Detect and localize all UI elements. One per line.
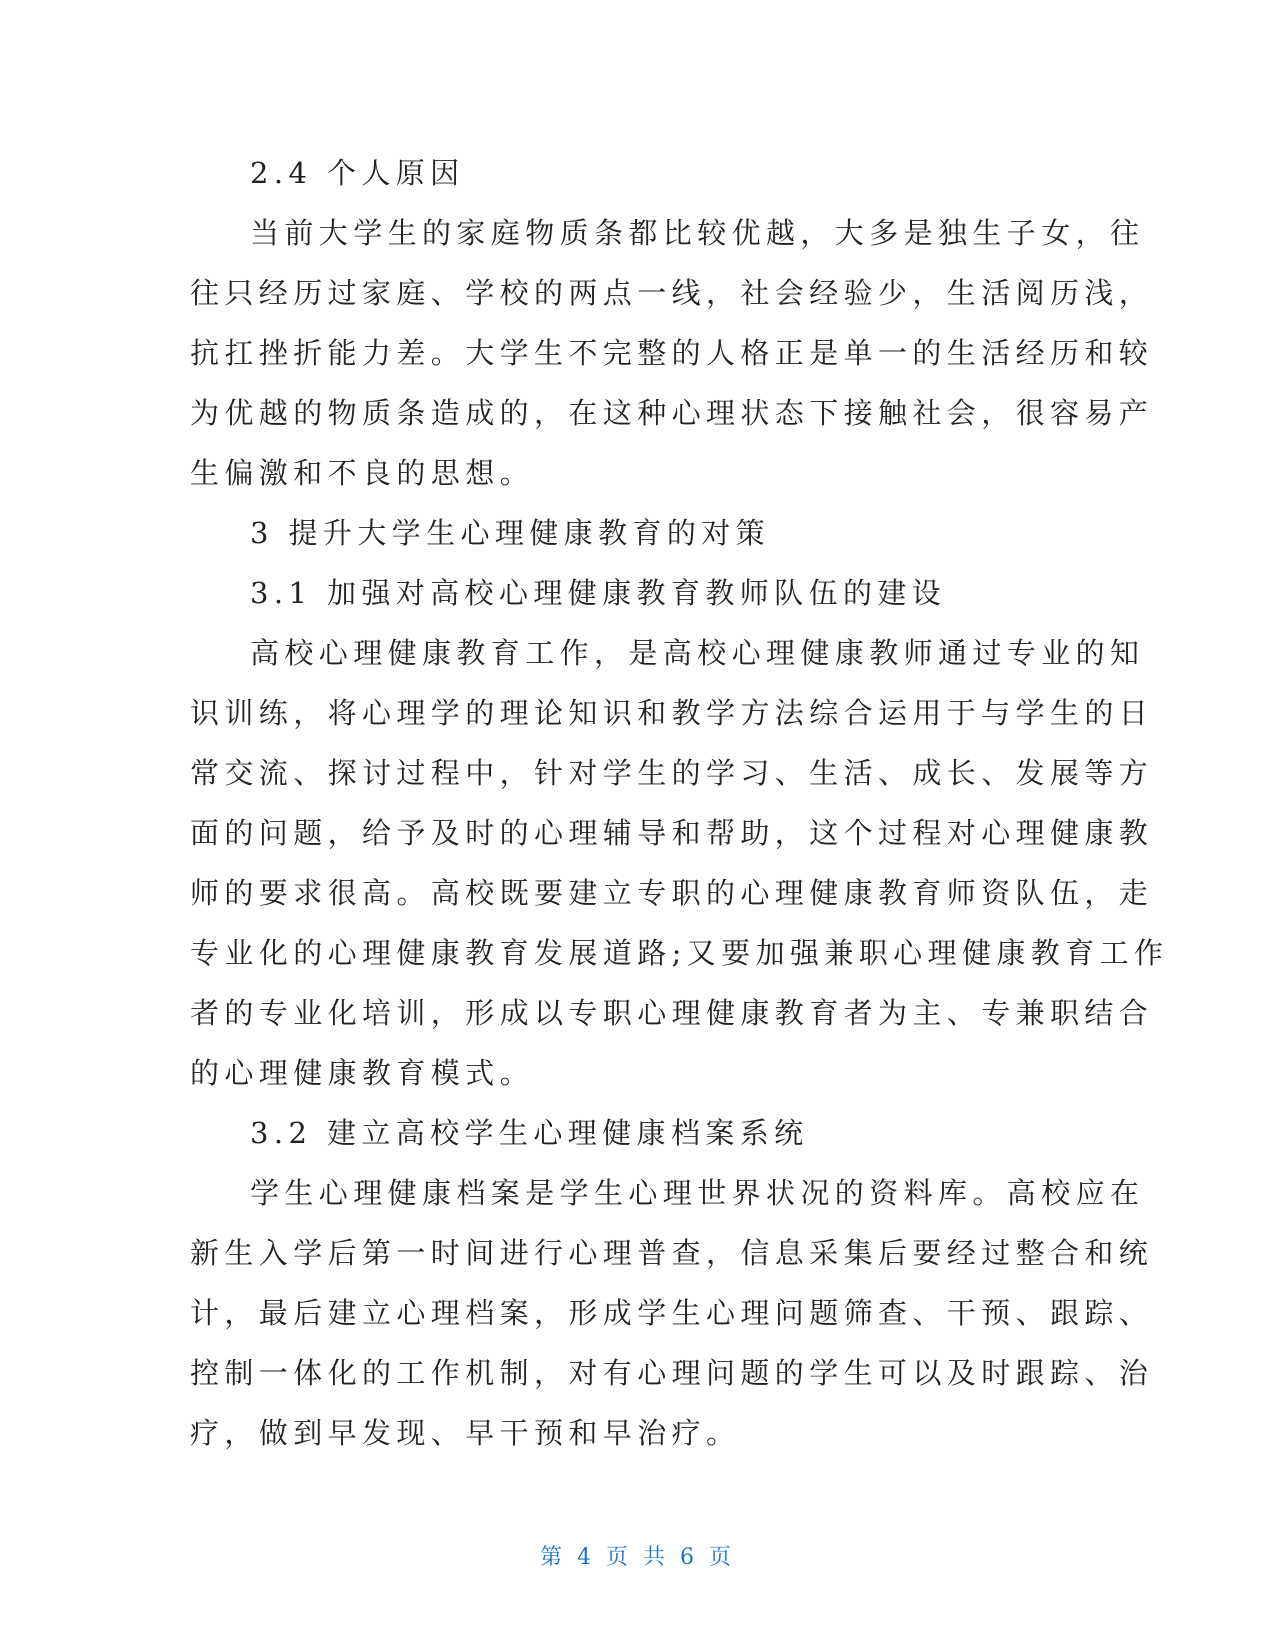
document-body [190,143,1169,1463]
page-number-footer: 第 4 页 共 6 页 [540,1545,735,1570]
paragraph-line: 高校心理健康教育工作，是高校心理健康教师通过专业的知 [250,636,1145,670]
paragraph-line: 新生入学后第一时间进行心理普查，信息采集后要经过整合和统 [190,1236,1154,1270]
paragraph-line: 抗扛挫折能力差。大学生不完整的人格正是单一的生活经历和较 [190,336,1154,370]
section-heading-2-4: 2.4 个人原因 [250,156,465,190]
paragraph-line: 常交流、探讨过程中，针对学生的学习、生活、成长、发展等方 [190,756,1154,790]
paragraph-line: 专业化的心理健康教育发展道路;又要加强兼职心理健康教育工作 [190,936,1169,970]
paragraph-line: 为优越的物质条造成的，在这种心理状态下接触社会，很容易产 [190,396,1154,430]
paragraph-line: 的心理健康教育模式。 [190,1056,535,1090]
paragraph-line: 师的要求很高。高校既要建立专职的心理健康教育师资队伍，走 [190,876,1154,910]
paragraph-line: 学生心理健康档案是学生心理世界状况的资料库。高校应在 [250,1176,1145,1210]
paragraph-line: 者的专业化培训，形成以专职心理健康教育者为主、专兼职结合 [190,996,1154,1030]
paragraph-line: 识训练，将心理学的理论知识和教学方法综合运用于与学生的日 [190,696,1154,730]
paragraph-line: 往只经历过家庭、学校的两点一线，社会经验少，生活阅历浅， [190,276,1154,310]
section-heading-3-2: 3.2 建立高校学生心理健康档案系统 [250,1116,809,1150]
paragraph-line: 控制一体化的工作机制，对有心理问题的学生可以及时跟踪、治 [190,1356,1154,1390]
paragraph-line: 计，最后建立心理档案，形成学生心理问题筛查、干预、跟踪、 [190,1296,1154,1330]
section-heading-3: 3 提升大学生心理健康教育的对策 [250,516,771,550]
paragraph-line: 疗，做到早发现、早干预和早治疗。 [190,1416,741,1450]
paragraph-line: 生偏激和不良的思想。 [190,456,535,490]
section-heading-3-1: 3.1 加强对高校心理健康教育教师队伍的建设 [250,576,947,610]
paragraph-line: 面的问题，给予及时的心理辅导和帮助，这个过程对心理健康教 [190,816,1154,850]
paragraph-line: 当前大学生的家庭物质条都比较优越，大多是独生子女，往 [250,216,1145,250]
